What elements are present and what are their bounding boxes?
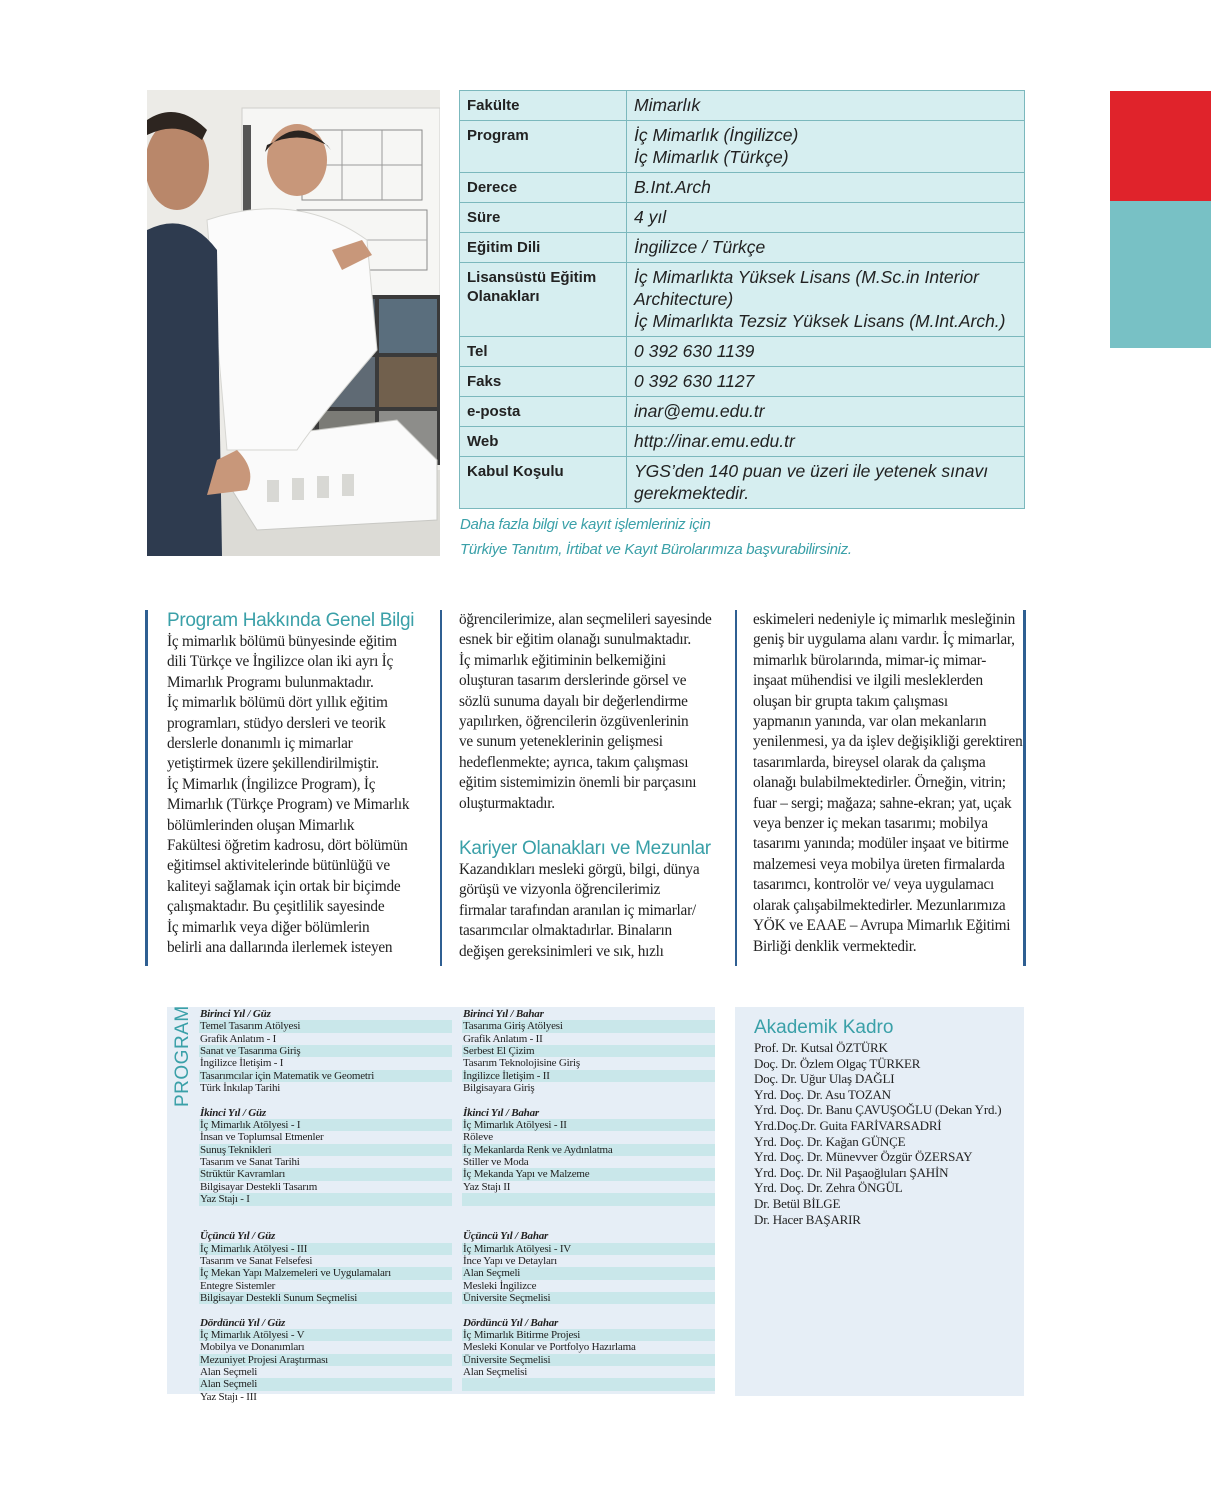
staff-member: Yrd. Doç. Dr. Nil Paşaoğluları ŞAHİN: [754, 1164, 949, 1180]
info-key-text: Faks: [467, 373, 502, 390]
info-row: [460, 457, 1025, 509]
info-key-text: Fakülte: [467, 97, 520, 114]
photo-illustration: [147, 90, 440, 556]
program-course: Bilgisayar Destekli Tasarım: [200, 1180, 318, 1193]
text-line: tasarımlarda, bireysel olarak da çalışma: [753, 753, 986, 771]
staff-member: Yrd. Doç. Dr. Asu TOZAN: [754, 1086, 891, 1102]
text-line: öğrencilerimize, alan seçmelileri sayesinde: [459, 611, 712, 628]
info-value-line: 4 yıl: [634, 207, 667, 227]
career-text-2: [753, 610, 1023, 957]
text-line: YÖK ve EAAE – Avrupa Mimarlık Eğitimi: [753, 917, 1011, 935]
program-gap: [462, 1304, 715, 1316]
info-key-text: Kabul Koşulu: [467, 463, 564, 480]
program-course: İngilizce İletişim - I: [200, 1057, 284, 1070]
text-line: Mimarlık (Türkçe Program) ve Mimarlık: [167, 796, 410, 814]
program-term: [199, 1008, 452, 1094]
program-course: [462, 1378, 715, 1390]
photo-architects-with-model: [147, 90, 440, 556]
text-line: Kazandıkları mesleki görgü, bilgi, dünya: [459, 861, 700, 879]
info-value-line: İç Mimarlık (Türkçe): [634, 147, 789, 167]
general-info-text-1: [167, 632, 434, 959]
text-line: hedeflenmekte; ayrıca, takım çalışması: [459, 753, 689, 771]
program-course: Stiller ve Moda: [463, 1156, 529, 1169]
info-row: [460, 397, 1025, 427]
program-course: Sunuş Teknikleri: [199, 1144, 452, 1156]
info-value-line: gerekmektedir.: [634, 483, 750, 503]
program-label: PROGRAM: [172, 1005, 193, 1107]
program-gap: [199, 1094, 452, 1106]
program-course: Grafik Anlatım - II: [463, 1032, 543, 1045]
program-course: Entegre Sistemler: [200, 1279, 276, 1292]
text-line: derslerle donanımlı iç mimarlar: [167, 735, 353, 753]
text-line: veya benzer iç mekan tasarımı; mobilya: [753, 815, 988, 833]
program-course: İç Mekan Yapı Malzemeleri ve Uygulamaları: [199, 1267, 452, 1279]
program-course: Bilgisayara Giriş: [463, 1082, 535, 1095]
text-line: yapılırken, öğrencilerin özgüvenlerinin: [459, 713, 689, 731]
text-line: bölümlerinden oluşan Mimarlık: [167, 816, 355, 834]
program-course: Yaz Stajı II: [463, 1180, 511, 1193]
program-course: Yaz Stajı - I: [199, 1193, 452, 1205]
program-fall-column: [199, 1008, 452, 1403]
general-info-heading: Program Hakkında Genel Bilgi: [167, 610, 415, 631]
info-row: [460, 121, 1025, 173]
program-gap: [199, 1218, 452, 1230]
info-key: [460, 397, 627, 427]
general-info-text-2: [459, 610, 729, 814]
text-line: olanağı bulabilmektedirler. Örneğin, vitrin;: [753, 774, 1006, 792]
program-course: İç Mimarlık Bitirme Projesi: [462, 1329, 715, 1341]
text-line: Birliği denklik vermektedir.: [753, 937, 917, 955]
text-line: İç mimarlık bölümü dört yıllık eğitim: [167, 694, 388, 712]
text-line: Fakültesi öğretim kadrosu, dört bölümün: [167, 837, 408, 855]
text-line: dili Türkçe ve İngilizce olan iki ayrı İç: [167, 653, 394, 671]
program-course: İç Mimarlık Atölyesi - III: [199, 1243, 452, 1255]
general-info-column-1: [145, 610, 442, 966]
program-course: Üniversite Seçmelisi: [462, 1292, 715, 1304]
program-course: [462, 1391, 715, 1403]
info-key: [460, 457, 627, 509]
program-course: Mezuniyet Projesi Araştırması: [199, 1354, 452, 1366]
program-course: Strüktür Kavramları: [199, 1168, 452, 1180]
text-line: kaliteyi sağlamak için ortak bir biçimde: [167, 877, 401, 895]
program-term-title: Üçüncü Yıl / Güz: [200, 1230, 276, 1243]
text-line: tasarımcılar olmaktadırlar. Binaların: [459, 922, 672, 940]
info-value: [627, 457, 1025, 509]
text-line: eskimeleri nedeniyle iç mimarlık mesleğinin: [753, 611, 1015, 628]
program-term-title: İkinci Yıl / Güz: [200, 1106, 266, 1119]
program-term-title: Dördüncü Yıl / Bahar: [463, 1316, 559, 1329]
program-term: [199, 1317, 452, 1403]
info-row: [460, 427, 1025, 457]
staff-member: Dr. Hacer BAŞARIR: [754, 1211, 861, 1227]
info-value-line: İngilizce / Türkçe: [634, 237, 766, 257]
text-line: tasarımcı, kontrolör ve/ veya uygulamacı: [753, 876, 995, 894]
program-course: Tasarıma Giriş Atölyesi: [462, 1020, 715, 1032]
program-course: İnce Yapı ve Detayları: [463, 1254, 557, 1267]
academic-staff-heading: Akademik Kadro: [754, 1017, 894, 1038]
program-info-body: [460, 91, 1025, 509]
info-row: [460, 203, 1025, 233]
program-course: Mesleki İngilizce: [463, 1279, 537, 1292]
program-term-title: Üçüncü Yıl / Bahar: [463, 1230, 549, 1243]
text-line: çalışmaktadır. Bu çeşitlilik sayesinde: [167, 898, 385, 916]
program-course: İç Mimarlık Atölyesi - I: [199, 1119, 452, 1131]
text-line: ve sunum yeteneklerinin gelişmesi: [459, 733, 663, 751]
staff-member: Yrd. Doç. Dr. Banu ÇAVUŞOĞLU (Dekan Yrd.): [754, 1102, 1002, 1118]
red-section-tab: [1110, 91, 1211, 201]
program-term: [199, 1107, 452, 1218]
program-term: [462, 1107, 715, 1218]
info-key-text: Derece: [467, 179, 518, 196]
staff-member: Yrd. Doç. Dr. Münevver Özgür ÖZERSAY: [754, 1149, 973, 1165]
info-key-text: Eğitim Dili: [467, 239, 541, 256]
program-course: İç Mekanda Yapı ve Malzeme: [462, 1168, 715, 1180]
info-value: [627, 367, 1025, 397]
program-course: [199, 1206, 452, 1218]
info-value: [627, 397, 1025, 427]
info-value-line: http://inar.emu.edu.tr: [634, 431, 795, 451]
info-value: [627, 337, 1025, 367]
text-line: İç mimarlık eğitiminin belkemiğini: [459, 651, 666, 669]
program-course: İngilizce İletişim - II: [462, 1070, 715, 1082]
info-key-line: Olanakları: [467, 288, 540, 305]
info-key-text: Tel: [467, 343, 488, 360]
program-term-title: Dördüncü Yıl / Güz: [200, 1316, 286, 1329]
program-course: Tasarımcılar için Matematik ve Geometri: [199, 1070, 452, 1082]
text-line: firmalar tarafından aranılan iç mimarlar/: [459, 901, 696, 919]
program-course: Tasarım Teknolojisine Giriş: [463, 1057, 580, 1070]
info-value-line: inar@emu.edu.tr: [634, 401, 765, 421]
teal-section-tab: [1110, 201, 1211, 348]
info-key-text: Süre: [467, 209, 501, 226]
text-line: programları, stüdyo dersleri ve teorik: [167, 714, 386, 732]
text-line: oluşturan tasarım derslerinde görsel ve: [459, 672, 687, 690]
program-course: Yaz Stajı - III: [200, 1390, 257, 1403]
info-value-line: YGS’den 140 puan ve üzeri ile yetenek sınavı: [634, 461, 989, 481]
career-heading: Kariyer Olanakları ve Mezunlar: [459, 838, 711, 860]
info-key: [460, 263, 627, 337]
info-key-text: Web: [467, 433, 499, 450]
info-value: [627, 263, 1025, 337]
program-term: [462, 1230, 715, 1304]
text-line: malzemesi veya mobilya üreten firmalarda: [753, 855, 1005, 873]
info-key-line: Lisansüstü Eğitim: [467, 269, 597, 286]
program-course: Mesleki Konular ve Portfolyo Hazırlama: [463, 1341, 636, 1354]
general-info-column-2: [440, 610, 737, 966]
info-value-line: 0 392 630 1127: [634, 371, 755, 391]
program-course: Bilgisayar Destekli Sunum Seçmelisi: [199, 1292, 452, 1304]
text-line: yetiştirmek üzere şekillendirilmiştir.: [167, 755, 379, 773]
program-course: İnsan ve Toplumsal Etmenler: [200, 1131, 324, 1144]
text-line: eğitimsel aktivitelerinde bütünlüğü ve: [167, 857, 390, 875]
program-course: Serbest El Çizim: [462, 1045, 715, 1057]
program-course: Sanat ve Tasarıma Giriş: [199, 1045, 452, 1057]
info-key: [460, 203, 627, 233]
text-line: Mimarlık Programı bulunmaktadır.: [167, 673, 374, 691]
text-line: değişen gereksinimleri ve sık, hızlı: [459, 942, 664, 960]
program-spring-column: [462, 1008, 715, 1403]
text-line: sözlü sunuma dayalı bir değerlendirme: [459, 692, 688, 710]
text-line: İç mimarlık veya diğer bölümlerin: [167, 918, 370, 936]
staff-member: Yrd. Doç. Dr. Zehra ÖNGÜL: [754, 1180, 903, 1196]
info-value: [627, 233, 1025, 263]
program-term-title: İkinci Yıl / Bahar: [463, 1106, 539, 1119]
program-course: İç Mimarlık Atölyesi - V: [199, 1329, 452, 1341]
info-key: [460, 121, 627, 173]
program-term: [462, 1008, 715, 1094]
program-term-title: Birinci Yıl / Bahar: [463, 1008, 544, 1020]
staff-member: Prof. Dr. Kutsal ÖZTÜRK: [754, 1040, 888, 1055]
text-line: fuar – sergi; mağaza; sahne-ekran; yat, uçak: [753, 794, 1012, 812]
info-key: [460, 367, 627, 397]
staff-member: Dr. Betül BİLGE: [754, 1195, 841, 1211]
program-course: [462, 1206, 715, 1218]
text-line: İç Mimarlık (İngilizce Program), İç: [167, 775, 376, 793]
info-row: [460, 91, 1025, 121]
program-course: Alan Seçmeli: [200, 1365, 258, 1378]
info-key: [460, 337, 627, 367]
text-line: tasarımı yanında; modüler inşaat ve bitirme: [753, 835, 1009, 853]
info-value-line: İç Mimarlıkta Tezsiz Yüksek Lisans (M.Int.Arch.): [634, 311, 1006, 331]
program-gap: [199, 1304, 452, 1316]
text-line: mimarlık bürolarında, mimar-iç mimar-: [753, 651, 987, 669]
program-gap: [462, 1218, 715, 1230]
program-gap: [462, 1094, 715, 1106]
info-key-text: e-posta: [467, 403, 521, 420]
info-key: [460, 173, 627, 203]
text-line: oluşturmaktadır.: [459, 794, 555, 812]
program-course: Tasarım ve Sanat Tarihi: [200, 1156, 300, 1169]
program-course: Alan Seçmelisi: [463, 1365, 528, 1378]
career-column-3: [735, 610, 1026, 966]
info-row: [460, 337, 1025, 367]
program-course: İç Mimarlık Atölyesi - IV: [462, 1243, 715, 1255]
program-info-table: [459, 90, 1025, 509]
academic-staff-list: [754, 1040, 1024, 1227]
info-row: [460, 367, 1025, 397]
info-value-line: B.Int.Arch: [634, 177, 711, 197]
info-value: [627, 427, 1025, 457]
info-row: [460, 263, 1025, 337]
text-line: belirli ana dallarında ilerlemek isteyen: [167, 939, 393, 957]
info-key: [460, 233, 627, 263]
career-text-1: [459, 860, 729, 962]
info-value-line: 0 392 630 1139: [634, 341, 755, 361]
program-course: Mobilya ve Donanımları: [200, 1341, 305, 1354]
info-value: [627, 173, 1025, 203]
info-value: [627, 121, 1025, 173]
text-line: yenilenmesi, ya da işlev değişikliği gerektiren: [753, 733, 1023, 751]
academic-staff-box: [735, 1007, 1024, 1396]
program-course: [462, 1193, 715, 1205]
program-course: Türk İnkılap Tarihi: [200, 1082, 281, 1095]
staff-member: Doç. Dr. Uğur Ulaş DAĞLI: [754, 1071, 895, 1087]
info-key: [460, 91, 627, 121]
text-line: eğitim sistemimizin önemli bir parçasını: [459, 774, 697, 792]
program-term: [462, 1317, 715, 1403]
program-term: [199, 1230, 452, 1304]
info-value-line: İç Mimarlık (İngilizce): [634, 125, 799, 145]
program-course: Tasarım ve Sanat Felsefesi: [200, 1254, 313, 1267]
info-row: [460, 233, 1025, 263]
info-note: [460, 512, 1020, 562]
info-value: [627, 203, 1025, 233]
program-course: Röleve: [463, 1131, 493, 1144]
text-line: yapmanın yanında, var olan mekanların: [753, 713, 987, 731]
info-value-line: İç Mimarlıkta Yüksek Lisans (M.Sc.in Interior: [634, 267, 979, 287]
program-course: Temel Tasarım Atölyesi: [199, 1020, 452, 1032]
info-value-line: Architecture): [634, 289, 734, 309]
text-line: oluşan bir grupta takım çalışması: [753, 692, 948, 710]
program-course: Üniversite Seçmelisi: [462, 1354, 715, 1366]
info-key-text: Program: [467, 127, 529, 144]
info-key: [460, 427, 627, 457]
info-value: [627, 91, 1025, 121]
program-course: Grafik Anlatım - I: [200, 1032, 277, 1045]
info-note-line-2: Türkiye Tanıtım, İrtibat ve Kayıt Bürolarımıza başvurabilirsiniz.: [460, 541, 852, 558]
program-course: İç Mekanlarda Renk ve Aydınlatma: [462, 1144, 715, 1156]
text-line: İç mimarlık bölümü bünyesinde eğitim: [167, 633, 397, 650]
text-line: görüşü ve vizyonla öğrencilerimiz: [459, 881, 661, 899]
staff-member: Yrd.Doç.Dr. Guita FARİVARSADRİ: [754, 1117, 942, 1133]
program-course: Alan Seçmeli: [199, 1378, 452, 1390]
program-course: İç Mimarlık Atölyesi - II: [462, 1119, 715, 1131]
staff-member: Yrd. Doç. Dr. Kağan GÜNÇE: [754, 1133, 906, 1149]
info-row: [460, 173, 1025, 203]
staff-member: Doç. Dr. Özlem Olgaç TÜRKER: [754, 1055, 921, 1071]
info-note-line-1: Daha fazla bilgi ve kayıt işlemleriniz için: [460, 516, 711, 533]
program-term-title: Birinci Yıl / Güz: [200, 1008, 271, 1020]
text-line: inşaat mühendisi ve ilgili mesleklerden: [753, 672, 983, 690]
text-line: olarak çalışabilmektedirler. Mezunlarımıza: [753, 896, 1006, 914]
program-course: Alan Seçmeli: [462, 1267, 715, 1279]
info-value-line: Mimarlık: [634, 95, 701, 115]
text-line: geniş bir uygulama alanı vardır. İç mimarlar,: [753, 631, 1015, 649]
text-line: esnek bir eğitim olanağı sunulmaktadır.: [459, 631, 691, 649]
